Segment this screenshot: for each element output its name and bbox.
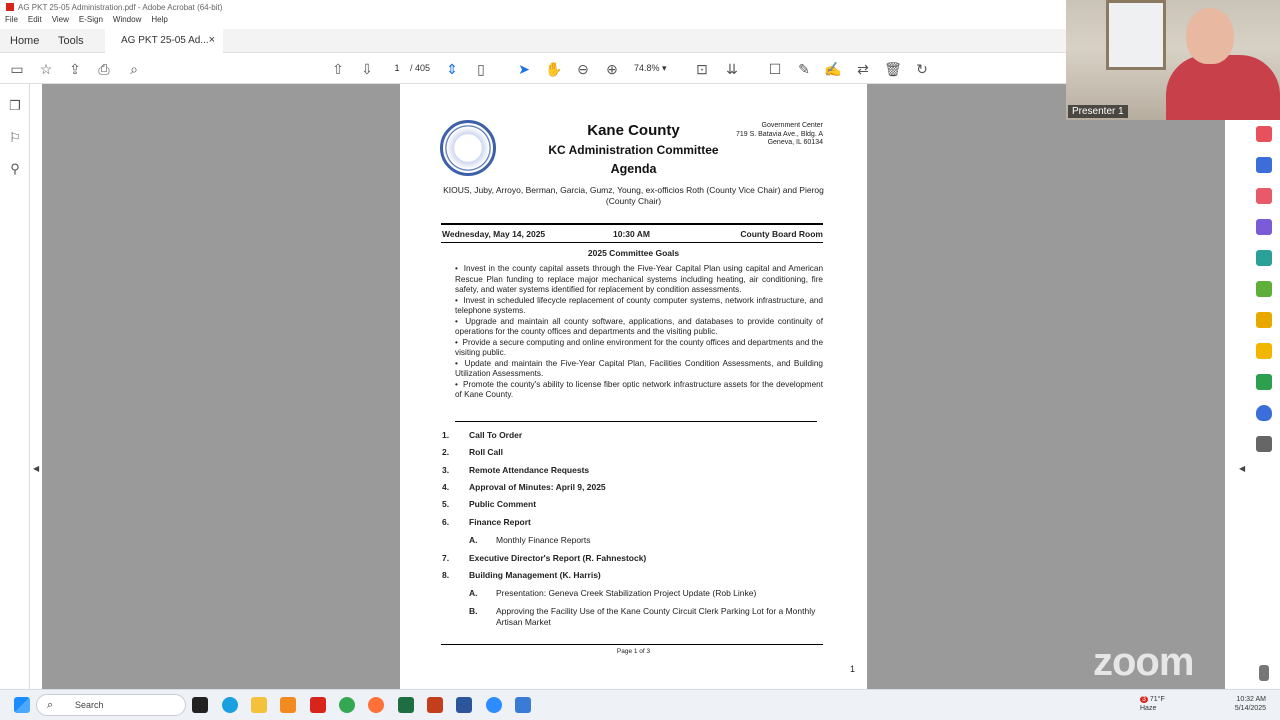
tab-document-label: AG PKT 25-05 Ad... (121, 35, 209, 46)
video-feed[interactable] (1066, 0, 1280, 120)
acrobat-logo-icon (6, 3, 14, 11)
weather-badge: 3 (1142, 696, 1146, 703)
agenda-num: 1. (442, 430, 450, 440)
chrome-icon[interactable] (339, 697, 355, 713)
agenda-num: 4. (442, 482, 450, 492)
send-review-icon[interactable] (1256, 250, 1272, 266)
agenda-num: 8. (442, 570, 450, 580)
background-window (1106, 0, 1166, 70)
goal-item: • Invest in scheduled lifecycle replacement of county computer systems, network infrastructure, and telephone systems. (455, 295, 823, 315)
collapse-tools-icon[interactable] (1259, 665, 1269, 681)
agenda-item: Call To Order (469, 430, 523, 440)
page-number: 1 (850, 664, 856, 674)
notepad-icon[interactable] (515, 697, 531, 713)
fit-width-icon[interactable]: ⊡ (696, 61, 708, 77)
divider (455, 421, 817, 422)
taskbar (0, 689, 1280, 720)
divider (441, 242, 823, 243)
collapse-right-icon[interactable]: ◀ (1239, 464, 1246, 473)
goal-item: • Promote the county's ability to license fiber optic network infrastructure assets for the development of Kane County. (455, 379, 824, 399)
zoom-app-icon[interactable] (486, 697, 502, 713)
taskbar-search[interactable] (36, 694, 186, 716)
page-total: / 405 (410, 63, 431, 73)
upload-cloud-icon[interactable]: ⇪ (69, 61, 81, 77)
protect-shield-icon[interactable] (1256, 405, 1272, 421)
combine-files-icon[interactable] (1256, 281, 1272, 297)
goal-item: • Update and maintain the Five-Year Capital Plan, Facilities Condition Assessments, and Building Utilization Assessments. (455, 358, 823, 378)
prev-page-icon[interactable]: ⇧ (332, 61, 344, 77)
tab-bar (0, 29, 1066, 53)
zoom-level-value: 74.8% (634, 63, 660, 73)
firefox-icon[interactable] (368, 697, 384, 713)
task-view-icon[interactable] (192, 697, 208, 713)
menu-view[interactable]: View (51, 15, 69, 24)
print-icon[interactable]: ⎙ (98, 61, 110, 77)
clock-date: 5/14/2025 (1234, 705, 1266, 712)
bookmarks-icon[interactable]: ⚐ (9, 130, 21, 145)
presenter-label: Presenter 1 (1068, 105, 1128, 118)
organize-pages-icon[interactable]: ⇄ (857, 61, 869, 77)
zoom-in-icon[interactable]: ⊕ (606, 61, 618, 77)
more-tools-icon[interactable] (1256, 436, 1272, 452)
search-zoom-icon[interactable]: ⌕ (130, 61, 138, 77)
zoom-level-select[interactable]: 74.8% ▾ (634, 63, 667, 73)
meeting-room: County Board Room (740, 229, 823, 239)
org-title: Kane County (587, 122, 680, 139)
excel-icon[interactable] (398, 697, 414, 713)
agenda-item: Approval of Minutes: April 9, 2025 (469, 482, 606, 492)
committee-members: KIOUS, Juby, Arroyo, Berman, Garcia, Gumz, Young, ex-officios Roth (County Vice Chair) and Pierog (County Chair) (443, 185, 824, 206)
scan-ocr-icon[interactable] (1256, 312, 1272, 328)
goal-item: • Provide a secure computing and online environment for the county offices and departments and the visiting public. (455, 337, 823, 357)
agenda-item: Building Management (K. Harris) (469, 570, 601, 580)
tab-home[interactable]: Home (10, 35, 40, 47)
word-icon[interactable] (456, 697, 472, 713)
page-thumbnails-icon[interactable]: ❐ (9, 98, 21, 113)
collapse-left-icon[interactable]: ◀ (33, 464, 40, 473)
tab-tools[interactable]: Tools (58, 35, 84, 47)
clock-time: 10:32 AM (1236, 696, 1266, 703)
bookmark-star-icon[interactable]: ☆ (39, 61, 53, 77)
agenda-subitem: Approving the Facility Use of the Kane County Circuit Clerk Parking Lot for a Monthly Artisan Market (496, 606, 816, 627)
divider (441, 644, 823, 645)
fill-sign-icon[interactable] (1256, 219, 1272, 235)
weather-temp: 71°F (1149, 696, 1165, 703)
goal-item: • Upgrade and maintain all county software, applications, and databases to provide continuity of operations for the county offices and departments and the visiting public. (455, 316, 823, 336)
menu-window[interactable]: Window (112, 15, 142, 24)
agenda-item: Remote Attendance Requests (469, 465, 590, 475)
organize-tool-icon[interactable] (1256, 374, 1272, 390)
doc-type: Agenda (610, 162, 657, 176)
right-tools-panel (1248, 120, 1280, 689)
address-line: Government Center (761, 122, 823, 129)
agenda-num: 2. (442, 447, 450, 457)
goals-list (455, 264, 823, 401)
delete-icon[interactable]: 🗑 (884, 61, 902, 77)
attachments-icon[interactable]: ⚲ (10, 161, 20, 176)
fit-page-icon[interactable]: ⇕ (446, 61, 458, 77)
close-tab-icon[interactable]: × (208, 34, 215, 46)
weather-widget[interactable] (1140, 695, 1165, 713)
rotate-icon[interactable]: ↻ (916, 61, 928, 77)
weather-desc: Haze (1140, 705, 1157, 712)
agenda-item: Public Comment (469, 499, 537, 509)
scroll-mode-icon[interactable]: ⇊ (726, 61, 738, 77)
create-pdf-icon[interactable] (1256, 157, 1272, 173)
agenda-subitem: Monthly Finance Reports (496, 535, 591, 545)
select-cursor-icon[interactable]: ➤ (518, 61, 530, 77)
sign-icon[interactable]: ✍ (824, 61, 842, 77)
page-view-icon[interactable]: ▯ (477, 61, 485, 77)
menu-bar (0, 15, 1066, 29)
agenda-subnum: B. (469, 606, 478, 616)
edge-icon[interactable] (222, 697, 238, 713)
menu-edit[interactable]: Edit (27, 15, 42, 24)
zoom-out-icon[interactable]: ⊖ (577, 61, 589, 77)
agenda-subnum: A. (469, 588, 478, 598)
zoom-watermark: zoom (1093, 640, 1194, 684)
page-number-input[interactable]: 1 (394, 63, 400, 73)
goal-item: • Invest in the county capital assets through the Five-Year Capital Plan using capital and American Rescue Plan funding to replace major mechanical systems including heating, air conditioning, fire safety, and water systems identified for replacement by condition assessments. (455, 264, 823, 294)
left-panel (0, 84, 30, 689)
edit-pdf-icon[interactable] (1256, 188, 1272, 204)
vlc-icon[interactable] (280, 697, 296, 713)
goals-heading: 2025 Committee Goals (587, 248, 680, 258)
window-titlebar (0, 0, 1066, 15)
address-line: Geneva, IL 60134 (767, 139, 823, 146)
acrobat-icon[interactable] (310, 697, 326, 713)
toolbar (0, 53, 1066, 84)
file-explorer-icon[interactable] (251, 697, 267, 713)
agenda-num: 6. (442, 517, 450, 527)
agenda-subnum: A. (469, 535, 478, 545)
window-title: AG PKT 25-05 Administration.pdf - Adobe Acrobat (64-bit) (18, 3, 223, 12)
tab-document[interactable] (105, 29, 223, 53)
comment-tool-icon[interactable] (1256, 343, 1272, 359)
export-pdf-icon[interactable] (1256, 126, 1272, 142)
agenda-num: 3. (442, 465, 450, 475)
meeting-time: 10:30 AM (613, 229, 651, 239)
menu-esign[interactable]: E-Sign (78, 15, 103, 24)
highlight-pen-icon[interactable]: ✎ (798, 61, 810, 77)
windows-start-icon[interactable] (14, 697, 30, 713)
menu-help[interactable]: Help (151, 15, 168, 24)
pdf-page (400, 84, 867, 689)
address-block (736, 122, 823, 148)
next-page-icon[interactable]: ⇩ (361, 61, 373, 77)
comment-icon[interactable]: ☐ (768, 61, 782, 77)
presenter-body (1166, 55, 1280, 120)
agenda-item: Finance Report (469, 517, 531, 527)
system-clock[interactable] (1235, 695, 1266, 713)
hand-tool-icon[interactable]: ✋ (545, 61, 563, 77)
search-icon: ⌕ (47, 699, 54, 711)
presenter-head (1186, 8, 1234, 64)
agenda-num: 7. (442, 553, 450, 563)
powerpoint-icon[interactable] (427, 697, 443, 713)
agenda-item: Executive Director's Report (R. Fahnestock) (469, 553, 647, 563)
meeting-date: Wednesday, May 14, 2025 (442, 229, 546, 239)
menu-file[interactable]: File (5, 15, 18, 24)
page-footer: Page 1 of 3 (616, 648, 651, 655)
search-label: Search (75, 700, 104, 710)
agenda-item: Roll Call (469, 447, 504, 457)
save-icon[interactable]: ▭ (10, 61, 24, 77)
committee-title: KC Administration Committee (548, 143, 719, 157)
agenda-num: 5. (442, 499, 450, 509)
agenda-subitem: Presentation: Geneva Creek Stabilization Project Update (Rob Linke) (496, 588, 757, 598)
address-line: 719 S. Batavia Ave., Bldg. A (735, 130, 823, 138)
divider (441, 223, 823, 225)
